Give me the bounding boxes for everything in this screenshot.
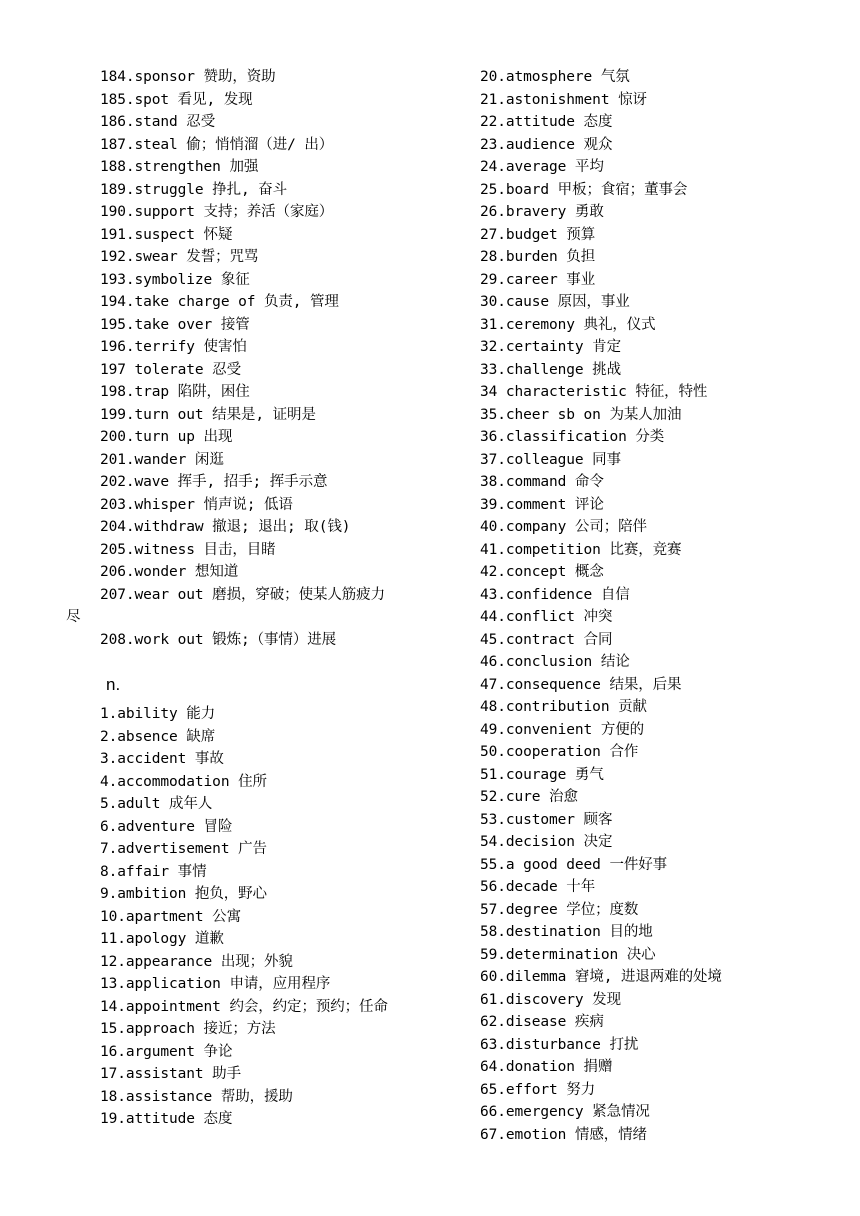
vocab-entry: 196.terrify 使害怕 — [100, 339, 247, 355]
vocab-entry: 62.disease 疾病 — [480, 1014, 604, 1030]
vocab-entry: 193.symbolize 象征 — [100, 271, 250, 288]
vocab-entry: 38.command 命令 — [480, 474, 604, 490]
vocab-entry: 37.colleague 同事 — [480, 451, 621, 468]
vocab-entry: 13.application 申请，应用程序 — [100, 976, 331, 992]
vocab-entry: 203.whisper 悄声说; 低语 — [100, 496, 293, 513]
vocab-entry: 50.cooperation 合作 — [480, 744, 639, 760]
vocab-entry: 51.courage 勇气 — [480, 766, 604, 783]
vocab-entry: 189.struggle 挣扎, 奋斗 — [100, 181, 288, 198]
vocab-entry: 45.contract 合同 — [480, 631, 613, 648]
vocab-entry: 25.board 甲板；食宿；董事会 — [480, 181, 688, 198]
vocab-entry: 208.work out 锻炼;（事情）进展 — [100, 631, 337, 648]
vocab-entry: 61.discovery 发现 — [480, 991, 621, 1008]
vocab-entry: 49.convenient 方便的 — [480, 721, 645, 738]
vocab-entry: 6.adventure 冒险 — [100, 818, 233, 835]
vocab-entry: 33.challenge 挑战 — [480, 361, 621, 378]
vocab-entry: 63.disturbance 打扰 — [480, 1036, 639, 1053]
vocab-entry: 185.spot 看见, 发现 — [100, 91, 253, 108]
left-column — [66, 66, 430, 1131]
vocab-entry-wrapped — [66, 584, 430, 629]
vocab-entry: 186.stand 忍受 — [100, 114, 216, 130]
vocab-entry: 22.attitude 态度 — [480, 114, 613, 130]
vocab-entry: 16.argument 争论 — [100, 1043, 233, 1060]
vocab-entry: 46.conclusion 结论 — [480, 654, 630, 670]
right-column — [480, 66, 840, 1146]
noun-list-right — [480, 66, 840, 1146]
vocab-entry: 58.destination 目的地 — [480, 924, 653, 940]
vocab-entry: 52.cure 治愈 — [480, 789, 578, 805]
vocab-entry: 188.strengthen 加强 — [100, 159, 259, 175]
wrapped-entry-first-line: 207.wear out 磨损，穿破；使某人筋疲力 — [100, 586, 385, 603]
vocab-entry: 53.customer 顾客 — [480, 811, 613, 828]
vocab-entry: 55.a good deed 一件好事 — [480, 856, 668, 873]
vocab-entry: 23.audience 观众 — [480, 136, 613, 153]
vocab-entry: 204.withdraw 撤退; 退出; 取(钱) — [100, 519, 351, 535]
vocab-entry: 7.advertisement 广告 — [100, 841, 267, 857]
vocab-entry: 19.attitude 态度 — [100, 1111, 233, 1127]
vocab-entry: 41.competition 比赛，竞赛 — [480, 541, 682, 558]
vocab-entry: 39.comment 评论 — [480, 496, 604, 513]
vocab-entry: 64.donation 捐赠 — [480, 1059, 613, 1075]
vocab-entry: 184.sponsor 赞助，资助 — [100, 69, 276, 85]
vocab-entry: 195.take over 接管 — [100, 316, 250, 333]
vocab-entry: 47.consequence 结果，后果 — [480, 676, 682, 693]
vocab-entry: 42.concept 概念 — [480, 564, 604, 580]
vocab-entry: 205.witness 目击，目睹 — [100, 541, 276, 558]
vocab-entry: 10.apartment 公寓 — [100, 908, 241, 925]
vocab-entry: 34 characteristic 特征，特性 — [480, 384, 708, 400]
vocab-entry: 206.wonder 想知道 — [100, 564, 239, 580]
vocab-entry: 48.contribution 贡献 — [480, 699, 647, 715]
vocab-entry: 187.steal 偷；悄悄溜（进/ 出） — [100, 136, 334, 153]
vocab-entry: 27.budget 预算 — [480, 226, 596, 243]
vocab-entry: 40.company 公司；陪伴 — [480, 519, 647, 535]
vocab-entry: 199.turn out 结果是, 证明是 — [100, 406, 316, 423]
vocab-entry: 30.cause 原因，事业 — [480, 294, 630, 310]
vocab-entry: 57.degree 学位；度数 — [480, 901, 639, 918]
vocab-entry: 11.apology 道歉 — [100, 931, 224, 947]
vocab-entry: 35.cheer sb on 为某人加油 — [480, 406, 682, 423]
vocab-entry: 1.ability 能力 — [100, 706, 216, 722]
vocab-entry: 17.assistant 助手 — [100, 1066, 241, 1082]
vocab-entry: 20.atmosphere 气氛 — [480, 69, 630, 85]
vocab-entry: 56.decade 十年 — [480, 879, 596, 895]
noun-list-left — [100, 703, 430, 1131]
vocab-entry: 3.accident 事故 — [100, 751, 224, 767]
vocab-entry: 190.support 支持；养活（家庭） — [100, 204, 334, 220]
vocab-entry: 194.take charge of 负责, 管理 — [100, 294, 339, 310]
vocab-entry: 32.certainty 肯定 — [480, 339, 621, 355]
vocab-entry: 60.dilemma 窘境, 进退两难的处境 — [480, 969, 722, 985]
verb-list — [100, 66, 430, 584]
vocab-entry: 198.trap 陷阱，困住 — [100, 384, 250, 400]
vocab-entry: 201.wander 闲逛 — [100, 451, 224, 468]
vocab-entry: 200.turn up 出现 — [100, 429, 233, 445]
vocab-entry: 197 tolerate 忍受 — [100, 361, 241, 378]
vocab-entry: 8.affair 事情 — [100, 863, 207, 880]
vocab-entry: 65.effort 努力 — [480, 1081, 596, 1098]
wrapped-entry-continuation: 尽 — [66, 609, 81, 625]
vocab-entry: 18.assistance 帮助，援助 — [100, 1088, 293, 1105]
vocab-entry: 192.swear 发誓；咒骂 — [100, 249, 259, 265]
vocab-entry: 54.decision 决定 — [480, 834, 613, 850]
vocab-entry: 14.appointment 约会，约定；预约；任命 — [100, 998, 388, 1015]
vocab-entry: 28.burden 负担 — [480, 249, 596, 265]
vocab-entry: 24.average 平均 — [480, 159, 604, 175]
vocab-entry: 66.emergency 紧急情况 — [480, 1104, 650, 1120]
vocab-entry: 59.determination 决心 — [480, 946, 656, 963]
vocab-entry: 9.ambition 抱负，野心 — [100, 886, 267, 902]
vocab-entry: 31.ceremony 典礼，仪式 — [480, 316, 656, 333]
vocab-entry: 29.career 事业 — [480, 271, 596, 288]
vocab-entry: 44.conflict 冲突 — [480, 609, 613, 625]
vocab-entry: 191.suspect 怀疑 — [100, 226, 233, 243]
vocab-entry: 26.bravery 勇敢 — [480, 204, 604, 220]
noun-section-heading: n. — [106, 675, 121, 694]
vocab-entry: 36.classification 分类 — [480, 429, 665, 445]
vocab-entry: 12.appearance 出现；外貌 — [100, 953, 293, 970]
vocab-entry: 43.confidence 自信 — [480, 586, 630, 603]
vocab-entry: 5.adult 成年人 — [100, 796, 213, 812]
vocab-entry: 21.astonishment 惊讶 — [480, 91, 647, 108]
vocab-entry: 15.approach 接近；方法 — [100, 1021, 276, 1037]
vocab-entry: 4.accommodation 住所 — [100, 773, 267, 790]
vocab-entry: 202.wave 挥手, 招手; 挥手示意 — [100, 474, 328, 490]
vocab-entry: 2.absence 缺席 — [100, 728, 216, 745]
vocab-entry: 67.emotion 情感，情绪 — [480, 1126, 647, 1143]
